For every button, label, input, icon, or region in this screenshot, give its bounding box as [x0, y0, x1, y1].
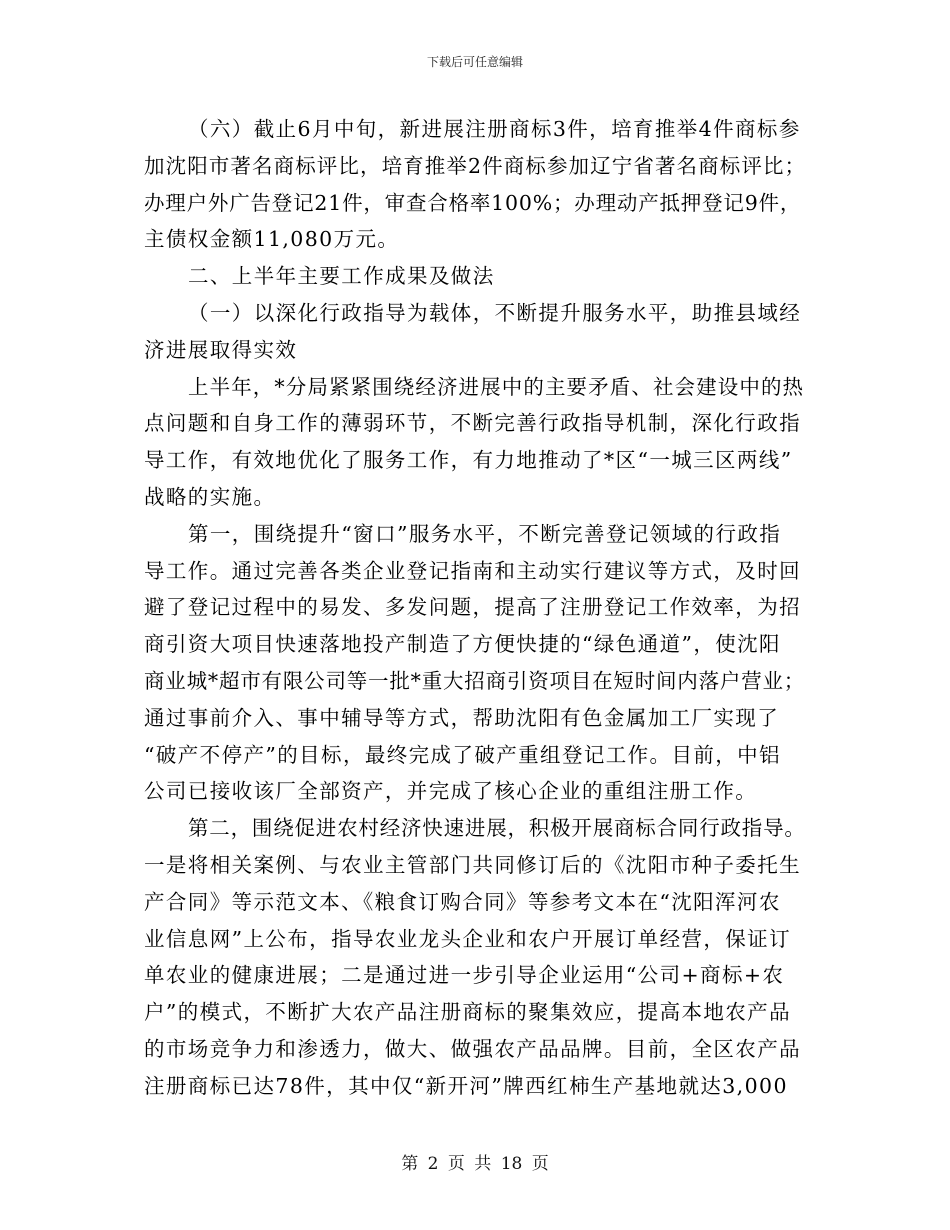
- body-line: 业信息网”上公布，指导农业龙头企业和农户开展订单经营，保证订: [144, 926, 791, 951]
- body-line: 点问题和自身工作的薄弱环节，不断完善行政指导机制，深化行政指: [144, 411, 801, 436]
- body-line: 注册商标已达78件，其中仅“新开河”牌西红柿生产基地就达3,000: [144, 1073, 788, 1098]
- body-line: 济进展取得实效: [144, 337, 298, 362]
- body-line: 单农业的健康进展；二是通过进一步引导企业运用“公司+商标+农: [144, 963, 785, 988]
- body-line: 办理户外广告登记21件，审查合格率100%；办理动产抵押登记9件，: [144, 190, 802, 215]
- body-line: 导工作。通过完善各类企业登记指南和主动实行建议等方式，及时回: [144, 558, 801, 583]
- body-line: （六）截止6月中旬，新进展注册商标3件，培育推举4件商标参: [188, 117, 801, 141]
- page-footer: 第 2 页 共 18 页: [401, 1154, 549, 1174]
- body-line: “破产不停产”的目标，最终完成了破产重组登记工作。目前，中铝: [144, 742, 781, 767]
- body-line: （一）以深化行政指导为载体，不断提升服务水平，助推县域经: [188, 301, 802, 325]
- body-line: 的市场竞争力和渗透力，做大、做强农产品品牌。目前，全区农产品: [144, 1037, 801, 1061]
- body-line: 二、上半年主要工作成果及做法: [188, 264, 495, 289]
- body-line: 公司已接收该厂全部资产，并完成了核心企业的重组注册工作。: [144, 779, 758, 804]
- body-line: 商业城*超市有限公司等一批*重大招商引资项目在短时间内落户营业；: [144, 669, 806, 693]
- body-line: 一是将相关案例、与农业主管部门共同修订后的《沈阳市种子委托生: [144, 853, 801, 877]
- body-line: 加沈阳市著名商标评比，培育推举2件商标参加辽宁省著名商标评比；: [144, 153, 807, 178]
- body-line: 第一，围绕提升“窗口”服务水平，不断完善登记领域的行政指: [188, 521, 782, 546]
- page-header: 下载后可任意编辑: [426, 55, 523, 69]
- body-line: 战略的实施。: [144, 485, 276, 509]
- body-line: 第二，围绕促进农村经济快速进展，积极开展商标合同行政指导。: [188, 816, 806, 841]
- body-line: 户”的模式，不断扩大农产品注册商标的聚集效应，提高本地农产品: [144, 1000, 791, 1025]
- body-line: 主债权金额11,080万元。: [144, 227, 400, 252]
- body-line: 避了登记过程中的易发、多发问题，提高了注册登记工作效率，为招: [144, 595, 801, 620]
- body-line: 通过事前介入、事中辅导等方式，帮助沈阳有色金属加工厂实现了: [144, 705, 780, 730]
- body-line: 导工作，有效地优化了服务工作，有力地推动了*区“一城三区两线”: [144, 448, 793, 473]
- body-line: 商引资大项目快速落地投产制造了方便快捷的“绿色通道”，使沈阳: [144, 632, 781, 657]
- body-line: 上半年，*分局紧紧围绕经济进展中的主要矛盾、社会建设中的热: [188, 374, 805, 399]
- body-line: 产合同》等示范文本、《粮食订购合同》等参考文本在“沈阳浑河农: [144, 889, 781, 914]
